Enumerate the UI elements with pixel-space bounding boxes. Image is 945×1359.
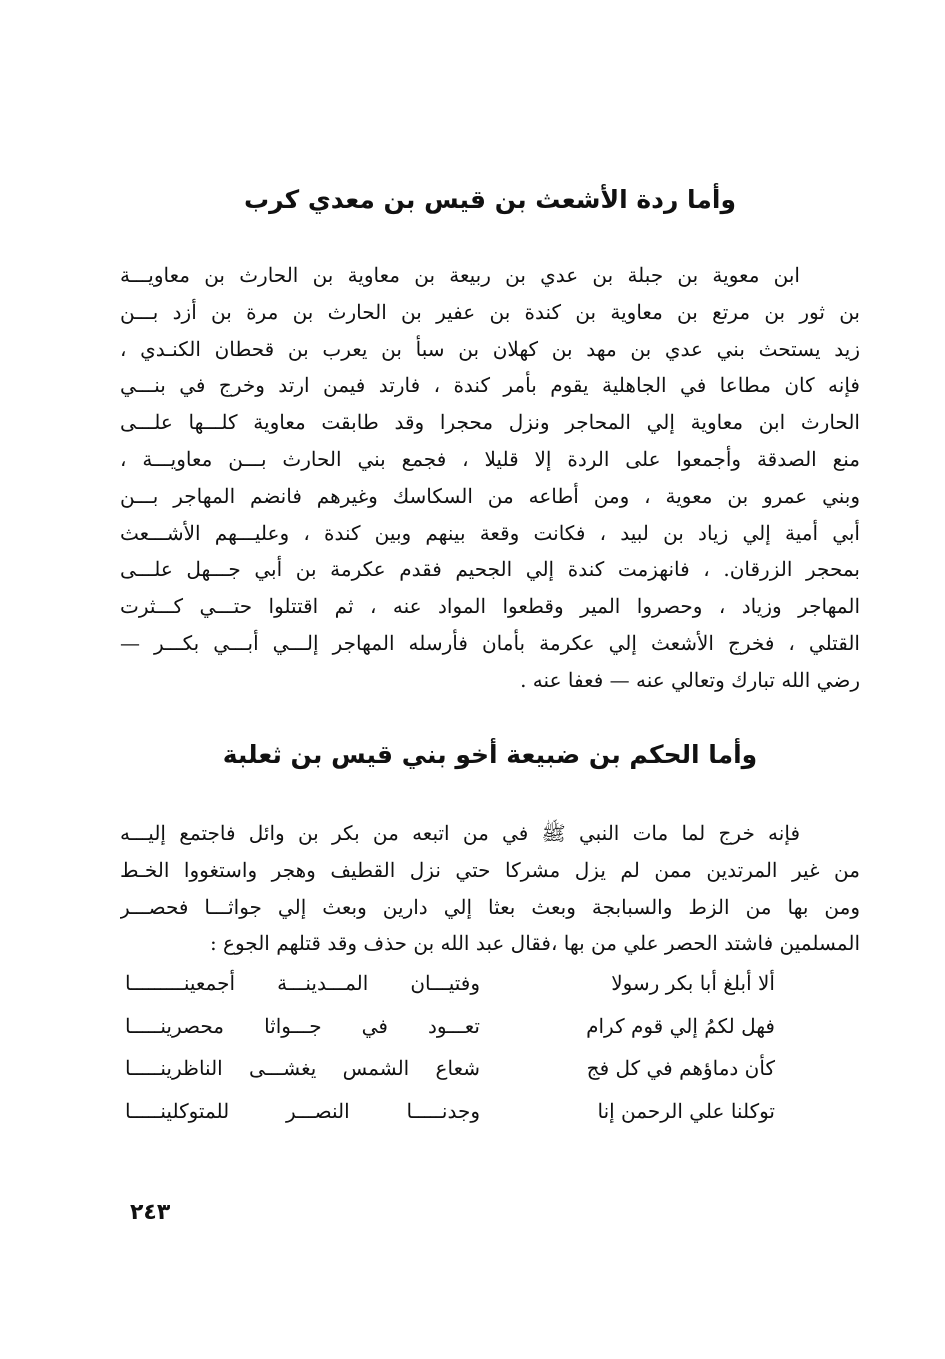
poem-verse <box>120 1047 860 1090</box>
text-line: القتلي ، فخرج الأشعث إلي عكرمة بأمان فأرسله المهاجر إلـــي أبـــي بكـــر — <box>120 630 860 655</box>
text-line: وبني عمرو بن معوية ، ومن أطاعه من السكاسك وغيرهم فانضم المهاجر بـــن <box>120 483 860 508</box>
text-line: ومن بها من الزط والسبابجة وبعث بعثا إلي دارين وبعث إلي جواثـــا فحصـــر <box>120 894 860 919</box>
text-line: زيد يستحث بني عدي بن مهد بن كهلان بن سبأ بن يعرب بن قحطان الكنـدي ، <box>120 336 860 361</box>
verse-second-hemistich: وجدنـــــا النصـــر للمتوكلينـــــا <box>125 1098 480 1123</box>
verse-first-hemistich: فهل لكمُ إلي قوم كرام <box>586 1013 775 1038</box>
text-line: فإنه خرج لما مات النبي ﷺ في من اتبعه من بكر بن وائل فاجتمع إليـــه <box>120 821 800 845</box>
verse-second-hemistich: وفتيـــان المـــدينـــة أجمعينـــــــــا <box>125 971 480 995</box>
verse-first-hemistich: كأن دماؤهم في كل فج <box>586 1056 775 1080</box>
section-heading-hakam: وأما الحكم بن ضبيعة أخو بني قيس بن ثعلبة <box>222 740 758 769</box>
verse-second-hemistich: شعاع الشمس يغشـــى الناظرينـــــا <box>125 1056 480 1080</box>
verse-first-hemistich: ألا أبلغ أبا بكر رسولا <box>611 971 775 995</box>
poem <box>120 962 860 1132</box>
text-line: فإنه كان مطاعا في الجاهلية يقوم بأمر كندة ، فارتد فيمن ارتد وخرج في بنـــي <box>120 373 860 398</box>
text-line: الحارث ابن معاوية إلي المحاجر ونزل محجرا وقد طابقت معاوية كلـــها علـــى <box>120 410 860 435</box>
text-line: من غير المرتدين ممن لم يزل مشركا حتي نزل القطيف وهجر واستغووا الخـط <box>120 857 860 882</box>
poem-verse <box>120 1090 860 1133</box>
paragraph-ashath-riddah <box>120 257 860 699</box>
text-line: أبي أمية إلي زياد بن لبيد ، فكانت وقعة بينهم وبين كندة ، وعليـــهم الأشـــعث <box>120 520 860 545</box>
text-line: المسلمين فاشتد الحصر علي من بها ،فقال عبد الله بن حذف وقد قتلهم الجوع : <box>209 931 860 956</box>
poem-verse <box>120 962 860 1005</box>
poem-verse <box>120 1005 860 1048</box>
verse-first-hemistich: توكلنا علي الرحمن إنا <box>597 1098 775 1123</box>
text-line: بمحجر الزرقان. ، فانهزمت كندة إلي الجحيم فقدم عكرمة بن أبي جـــهل علـــى <box>120 557 860 582</box>
text-line: المهاجر وزياد ، وحصروا المير وقطعوا المواد عنه ، ثم اقتتلوا حتـــي كـــثرت <box>120 594 860 619</box>
section-heading-ashath: وأما ردة الأشعث بن قيس بن معدي كرب <box>243 185 737 214</box>
text-line: رضي الله تبارك وتعالي عنه — فعفا عنه . <box>520 667 860 692</box>
verse-second-hemistich: تعـــود في جـــواثا محصرينـــــا <box>125 1013 480 1038</box>
page-number: ٢٤٣ <box>130 1200 171 1225</box>
text-line: بن ثور بن مرتع بن معاوية بن كندة بن عفير بن الحارث بن مرة بن أزد بـــن <box>120 299 860 324</box>
text-line: ابن معوية بن جبلة بن عدي بن ربيعة بن معاوية بن الحارث بن معاويـــة <box>120 263 800 287</box>
text-line: منع الصدقة وأجمعوا على الردة إلا قليلا ، فجمع بني الحارث بـــن معاويـــة ، <box>120 446 860 471</box>
paragraph-hakam <box>120 815 860 962</box>
